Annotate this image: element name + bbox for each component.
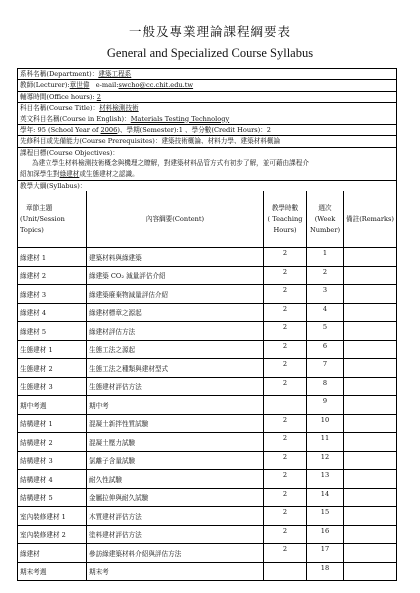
course-title-label: 科目名稱(Course Title)： bbox=[20, 104, 100, 113]
row-hours: 2 bbox=[264, 470, 307, 489]
header-topic: 章節主題 (Unit/Session Topics) bbox=[18, 191, 87, 248]
row-content: 綠建築廢棄物減量評估介紹 bbox=[87, 285, 264, 304]
row-week: 7 bbox=[307, 359, 344, 378]
course-title-value: 材料檢測技術 bbox=[99, 104, 139, 113]
row-content: 混凝土壓力試驗 bbox=[87, 433, 264, 452]
syllabus-header-row bbox=[18, 191, 396, 248]
row-content: 建築材料與綠建築 bbox=[87, 248, 264, 267]
syllabus-row bbox=[18, 266, 396, 285]
row-hours: 2 bbox=[264, 377, 307, 396]
row-topic: 期中考週 bbox=[18, 396, 87, 415]
syllabus-row bbox=[18, 414, 396, 433]
row-remarks bbox=[344, 544, 397, 563]
course-title-english-value: Materials Testing Technology bbox=[130, 114, 230, 123]
syllabus-row bbox=[18, 359, 396, 378]
syllabus-row bbox=[18, 340, 396, 359]
syllabus-row bbox=[18, 248, 396, 267]
row-hours: 2 bbox=[264, 340, 307, 359]
row-topic: 生態建材 2 bbox=[18, 359, 87, 378]
row-remarks bbox=[344, 285, 397, 304]
row-topic: 室內裝修建材 2 bbox=[18, 525, 87, 544]
syllabus-row bbox=[18, 377, 396, 396]
row-hours: 2 bbox=[264, 525, 307, 544]
row-topic: 生態建材 3 bbox=[18, 377, 87, 396]
header-hours: 教學時數 ( Teaching Hours) bbox=[264, 191, 307, 248]
row-remarks bbox=[344, 340, 397, 359]
row-content: 金屬拉伸與耐久試驗 bbox=[87, 488, 264, 507]
objectives-line-1: 為建立學生材料檢測技術概念與機理之瞭解，對建築材料品管方式有初步了解，並可藉由課程介 bbox=[32, 159, 309, 168]
row-week: 13 bbox=[307, 470, 344, 489]
row-hours: 2 bbox=[264, 248, 307, 267]
syllabus-row bbox=[18, 544, 396, 563]
row-remarks bbox=[344, 266, 397, 285]
school-year-line bbox=[18, 125, 396, 136]
syllabus-table bbox=[18, 191, 396, 580]
objectives-label: 課程目標(Course Objectives)： bbox=[20, 148, 119, 157]
row-hours: 2 bbox=[264, 359, 307, 378]
course-objectives bbox=[18, 148, 396, 181]
row-hours: 2 bbox=[264, 322, 307, 341]
school-year-label: 學年: 95 (School Year of bbox=[20, 126, 99, 135]
row-hours: 2 bbox=[264, 414, 307, 433]
header-remarks: 備註(Remarks) bbox=[344, 191, 397, 248]
row-remarks bbox=[344, 488, 397, 507]
office-hours-label: 輔導時間(Office hours): bbox=[20, 92, 95, 101]
row-hours: 2 bbox=[264, 433, 307, 452]
row-week: 9 bbox=[307, 396, 344, 415]
row-content: 生態工法之種類與建材型式 bbox=[87, 359, 264, 378]
department-label: 系科名稱(Department)： bbox=[20, 70, 99, 78]
row-remarks bbox=[344, 451, 397, 470]
row-content: 期中考 bbox=[87, 396, 264, 415]
lecturer-line bbox=[18, 80, 396, 91]
syllabus-row bbox=[18, 525, 396, 544]
row-week: 3 bbox=[307, 285, 344, 304]
row-remarks bbox=[344, 433, 397, 452]
document-title-english: General and Specialized Course Syllabus bbox=[106, 46, 314, 60]
row-content: 綠建築 CO₂ 減量評估介紹 bbox=[87, 266, 264, 285]
row-content: 耐久性試驗 bbox=[87, 470, 264, 489]
row-topic: 綠建材 3 bbox=[18, 285, 87, 304]
row-week: 14 bbox=[307, 488, 344, 507]
row-remarks bbox=[344, 359, 397, 378]
row-hours bbox=[264, 562, 307, 580]
row-remarks bbox=[344, 322, 397, 341]
row-hours: 2 bbox=[264, 285, 307, 304]
syllabus-row bbox=[18, 322, 396, 341]
office-hours-value: 2 bbox=[96, 92, 101, 101]
row-hours: 2 bbox=[264, 544, 307, 563]
school-year-value: 2006 bbox=[100, 126, 118, 135]
semester-credit-text: )、學期(Semester):1 、學分數(Credit Hours)：2 bbox=[117, 126, 271, 135]
syllabus-label: 教學大綱(Syllabus)： bbox=[20, 181, 87, 190]
row-week: 8 bbox=[307, 377, 344, 396]
row-remarks bbox=[344, 562, 397, 580]
lecturer-name: 章世偉 bbox=[69, 81, 90, 90]
row-remarks bbox=[344, 525, 397, 544]
syllabus-row bbox=[18, 562, 396, 580]
row-topic: 生態建材 1 bbox=[18, 340, 87, 359]
row-remarks bbox=[344, 470, 397, 489]
row-remarks bbox=[344, 396, 397, 415]
row-topic: 綠建材 1 bbox=[18, 248, 87, 267]
row-hours bbox=[264, 396, 307, 415]
row-week: 15 bbox=[307, 507, 344, 526]
syllabus-row bbox=[18, 470, 396, 489]
row-remarks bbox=[344, 414, 397, 433]
row-hours: 2 bbox=[264, 266, 307, 285]
document-title-chinese: 一般及專業理論課程綱要表 bbox=[128, 24, 291, 39]
prerequisites-value: 建築技術概論、材料力學、建築材料概論 bbox=[161, 137, 281, 146]
syllabus-row bbox=[18, 285, 396, 304]
row-topic: 綠建材 2 bbox=[18, 266, 87, 285]
course-title-english-label: 英文科目名稱(Course in English)： bbox=[20, 114, 131, 123]
row-content: 綠建材標章之源起 bbox=[87, 303, 264, 322]
row-week: 1 bbox=[307, 248, 344, 267]
row-remarks bbox=[344, 248, 397, 267]
row-content: 氯離子含量試驗 bbox=[87, 451, 264, 470]
row-content: 綠建材評估方法 bbox=[87, 322, 264, 341]
row-week: 5 bbox=[307, 322, 344, 341]
lecturer-label: 教師(Lecturer): bbox=[20, 81, 70, 90]
row-week: 6 bbox=[307, 340, 344, 359]
syllabus-row bbox=[18, 303, 396, 322]
row-topic: 綠建材 4 bbox=[18, 303, 87, 322]
row-topic: 結構建材 2 bbox=[18, 433, 87, 452]
row-week: 17 bbox=[307, 544, 344, 563]
email-label: e-mail: bbox=[95, 81, 119, 90]
row-content: 木質建材評估方法 bbox=[87, 507, 264, 526]
row-topic: 期末考週 bbox=[18, 562, 87, 580]
row-week: 12 bbox=[307, 451, 344, 470]
row-content: 塗料建材評估方法 bbox=[87, 525, 264, 544]
email-value: swcho@cc.chit.edu.tw bbox=[118, 81, 194, 90]
row-hours: 2 bbox=[264, 488, 307, 507]
header-content: 內容綱要(Content) bbox=[87, 191, 264, 248]
office-hours-line bbox=[18, 92, 396, 103]
row-remarks bbox=[344, 507, 397, 526]
prerequisites-label: 先修科目或先備能力(Course Prerequisites)： bbox=[20, 137, 162, 146]
department-value: 建築工程系 bbox=[98, 70, 132, 78]
row-topic: 綠建材 bbox=[18, 544, 87, 563]
header-week: 週次 (Week Number) bbox=[307, 191, 344, 248]
syllabus-row bbox=[18, 507, 396, 526]
prerequisites-line bbox=[18, 136, 396, 147]
row-content: 期末考 bbox=[87, 562, 264, 580]
row-week: 4 bbox=[307, 303, 344, 322]
row-content: 生態建材評估方法 bbox=[87, 377, 264, 396]
syllabus-sheet bbox=[17, 68, 397, 581]
row-week: 11 bbox=[307, 433, 344, 452]
syllabus-row bbox=[18, 433, 396, 452]
course-title-line bbox=[18, 103, 396, 113]
department-line bbox=[18, 69, 396, 80]
objectives-line-2: 紹加深學生對綠建材或生態建材之認識。 bbox=[20, 170, 139, 179]
row-week: 18 bbox=[307, 562, 344, 580]
row-content: 生態工法之源起 bbox=[87, 340, 264, 359]
row-week: 16 bbox=[307, 525, 344, 544]
row-week: 2 bbox=[307, 266, 344, 285]
row-week: 10 bbox=[307, 414, 344, 433]
row-content: 混凝土新拌性質試驗 bbox=[87, 414, 264, 433]
row-hours: 2 bbox=[264, 303, 307, 322]
row-topic: 室內裝修建材 1 bbox=[18, 507, 87, 526]
syllabus-row bbox=[18, 451, 396, 470]
row-topic: 結構建材 5 bbox=[18, 488, 87, 507]
row-remarks bbox=[344, 377, 397, 396]
row-topic: 結構建材 3 bbox=[18, 451, 87, 470]
row-hours: 2 bbox=[264, 451, 307, 470]
row-topic: 結構建材 1 bbox=[18, 414, 87, 433]
row-topic: 結構建材 4 bbox=[18, 470, 87, 489]
row-topic: 綠建材 5 bbox=[18, 322, 87, 341]
syllabus-row bbox=[18, 396, 396, 415]
row-remarks bbox=[344, 303, 397, 322]
syllabus-row bbox=[18, 488, 396, 507]
row-content: 參訪綠建築材料介紹與評估方法 bbox=[87, 544, 264, 563]
row-hours: 2 bbox=[264, 507, 307, 526]
course-title-english-line bbox=[18, 114, 396, 125]
